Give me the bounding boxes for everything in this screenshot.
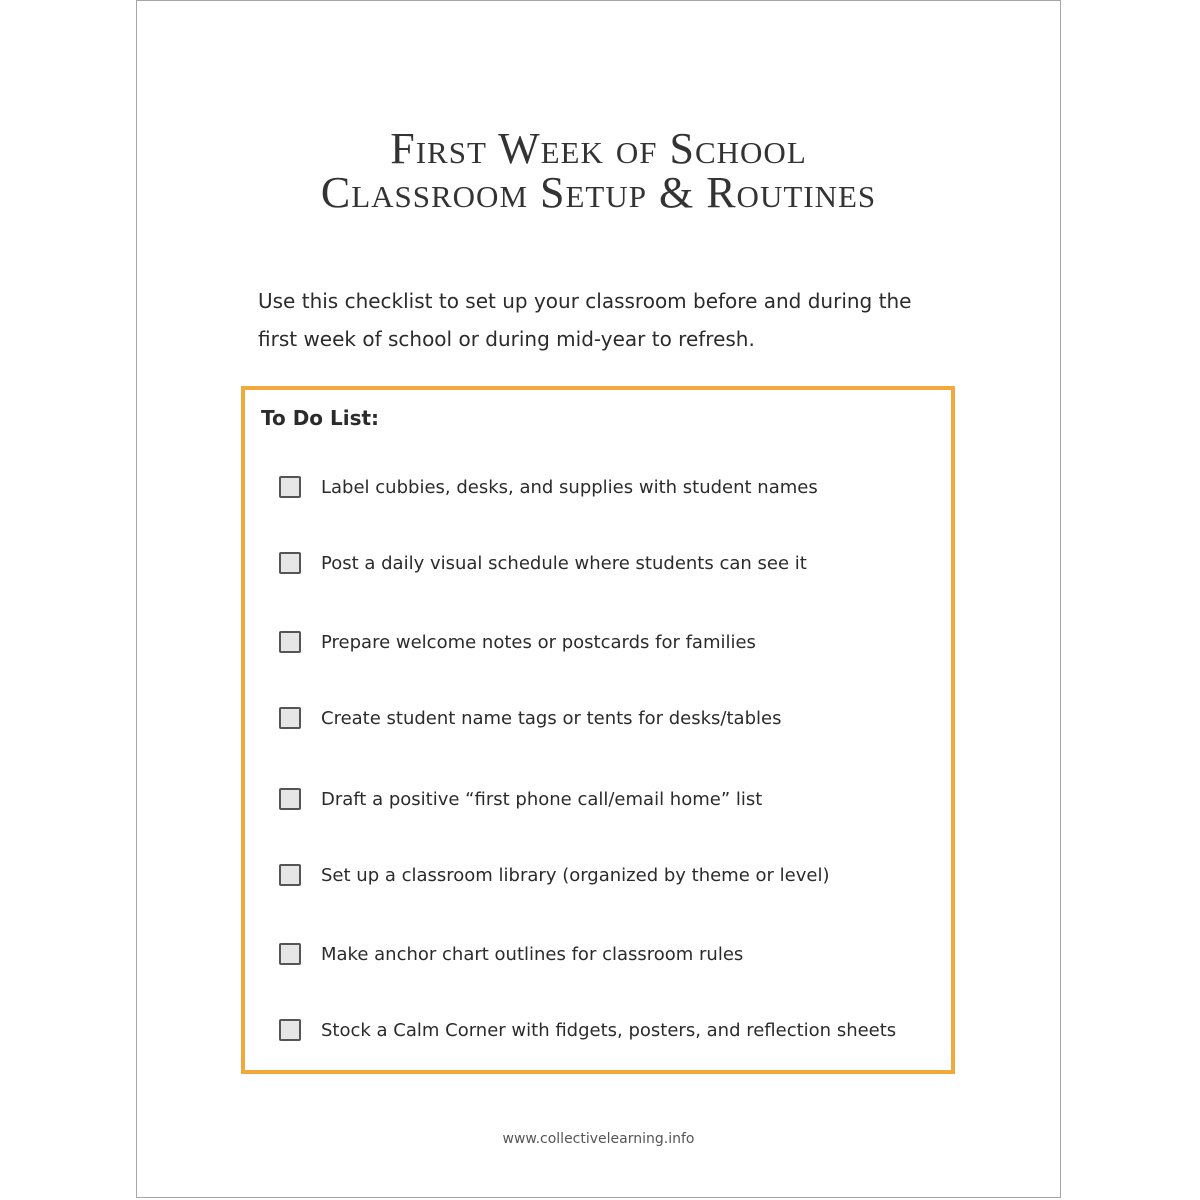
todo-item-label: Create student name tags or tents for desks/tables <box>321 707 782 729</box>
todo-item[interactable] <box>279 940 743 968</box>
intro-line-1: Use this checklist to set up your classroom before and during the <box>258 289 912 313</box>
checkbox[interactable] <box>279 788 301 810</box>
page-title <box>137 124 1060 217</box>
todo-item[interactable] <box>279 549 807 577</box>
todo-item[interactable] <box>279 704 781 732</box>
checkbox[interactable] <box>279 707 301 729</box>
checkbox[interactable] <box>279 476 301 498</box>
checkbox[interactable] <box>279 631 301 653</box>
checkbox[interactable] <box>279 1019 301 1041</box>
todo-item[interactable] <box>279 628 756 656</box>
checkbox[interactable] <box>279 864 301 886</box>
todo-item[interactable] <box>279 473 818 501</box>
intro-text <box>258 282 958 358</box>
footer-website[interactable]: www.collectivelearning.info <box>502 1131 695 1147</box>
todo-item-label: Stock a Calm Corner with fidgets, posters, and reflection sheets <box>321 1019 897 1041</box>
todo-item-label: Set up a classroom library (organized by theme or level) <box>321 864 830 886</box>
todo-list-box <box>241 386 955 1074</box>
worksheet-page <box>136 0 1061 1198</box>
checkbox[interactable] <box>279 552 301 574</box>
checkbox[interactable] <box>279 943 301 965</box>
todo-heading: To Do List: <box>261 406 380 430</box>
title-line-1: First Week of School <box>390 124 807 173</box>
todo-item-label: Prepare welcome notes or postcards for families <box>321 631 756 653</box>
todo-item-label: Post a daily visual schedule where students can see it <box>321 552 807 574</box>
todo-item-label: Draft a positive “first phone call/email home” list <box>321 788 763 810</box>
title-line-2: Classroom Setup & Routines <box>320 168 877 217</box>
todo-item[interactable] <box>279 1016 896 1044</box>
intro-line-2: first week of school or during mid-year to refresh. <box>258 327 755 351</box>
todo-item[interactable] <box>279 861 829 889</box>
todo-item-label: Label cubbies, desks, and supplies with student names <box>321 476 818 498</box>
todo-item[interactable] <box>279 785 762 813</box>
todo-item-label: Make anchor chart outlines for classroom rules <box>321 943 744 965</box>
